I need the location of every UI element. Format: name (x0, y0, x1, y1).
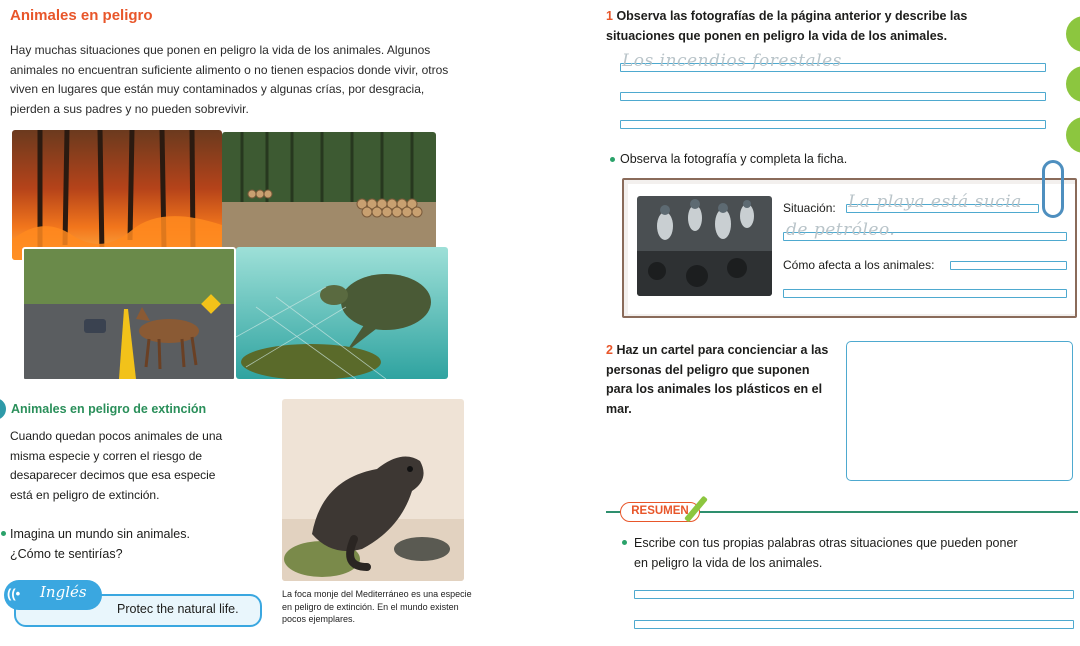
resumen-tag: RESUMEN (620, 502, 700, 522)
turtle-net-photo (236, 247, 448, 379)
resumen-instruction: Escribe con tus propias palabras otras situaciones que pueden poner en peligro la vida de los animales. (634, 536, 1018, 570)
activity-1 (606, 7, 1026, 46)
obs-bullet (610, 157, 615, 162)
audio-icon[interactable]: ((• (7, 586, 21, 601)
resumen-line-1[interactable] (634, 590, 1074, 599)
ingles-label: Inglés (40, 583, 87, 601)
paperclip-icon (1042, 160, 1064, 218)
situacion-label: Situación: (783, 201, 836, 215)
page-title: Animales en peligro (10, 7, 153, 24)
observe-instruction: Observa la fotografía y completa la ficha. (620, 152, 848, 166)
activity-2-number: 2 (606, 343, 613, 357)
deer-road-photo (22, 247, 236, 381)
question-line-1: Imagina un mundo sin animales. (10, 527, 190, 541)
question-line-2: ¿Cómo te sentirías? (10, 547, 123, 561)
answer-line-2[interactable] (620, 92, 1046, 101)
side-tab-3[interactable] (1066, 117, 1080, 153)
resumen-bullet (622, 540, 627, 545)
afecta-line-2[interactable] (783, 289, 1067, 298)
activity-1-text: Observa las fotografías de la página anterior y describe las situaciones que ponen en peligro la vida de los animales. (606, 9, 968, 43)
imagine-question (10, 524, 270, 564)
section-heading: Animales en peligro de extinción (11, 402, 207, 416)
resumen-line-2[interactable] (634, 620, 1074, 629)
side-tab-2[interactable] (1066, 66, 1080, 102)
situacion-handwriting-1: La playa está sucia (848, 192, 1022, 212)
afecta-line-1[interactable] (950, 261, 1067, 270)
activity-1-number: 1 (606, 9, 613, 23)
activity-2-text: Haz un cartel para concienciar a las personas del peligro que suponen para los animales los plásticos en el mar. (606, 343, 829, 416)
section-text: Cuando quedan pocos animales de una misma especie y corren el riesgo de desaparecer decimos que esa especie está en peligro de extinción. (10, 429, 223, 503)
section-marker (0, 398, 6, 420)
afecta-label: Cómo afecta a los animales: (783, 258, 935, 272)
situacion-handwriting-2: de petróleo. (786, 220, 896, 240)
forest-fire-photo (12, 130, 222, 260)
ingles-phrase: Protec the natural life. (117, 602, 239, 616)
seal-caption: La foca monje del Mediterráneo es una especie en peligro de extinción. En el mundo existen pocos ejemplares. (282, 589, 472, 625)
intro-paragraph: Hay muchas situaciones que ponen en peligro la vida de los animales. Algunos animales no encuentran suficiente alimento o no tienen espacios donde vivir, otros viven en lugares que están muy contaminados y algunas crías, por desgracia, pierden a sus padres y no pueden sobrevivir. (10, 43, 449, 116)
question-bullet (1, 531, 6, 536)
monk-seal-photo (282, 399, 464, 581)
activity-2 (606, 341, 836, 419)
poster-box[interactable] (846, 341, 1073, 481)
answer-1-handwriting: Los incendios forestales (622, 51, 842, 71)
answer-line-3[interactable] (620, 120, 1046, 129)
deforestation-photo (222, 132, 436, 250)
side-tab-1[interactable] (1066, 16, 1080, 52)
oil-beach-photo (637, 196, 772, 296)
